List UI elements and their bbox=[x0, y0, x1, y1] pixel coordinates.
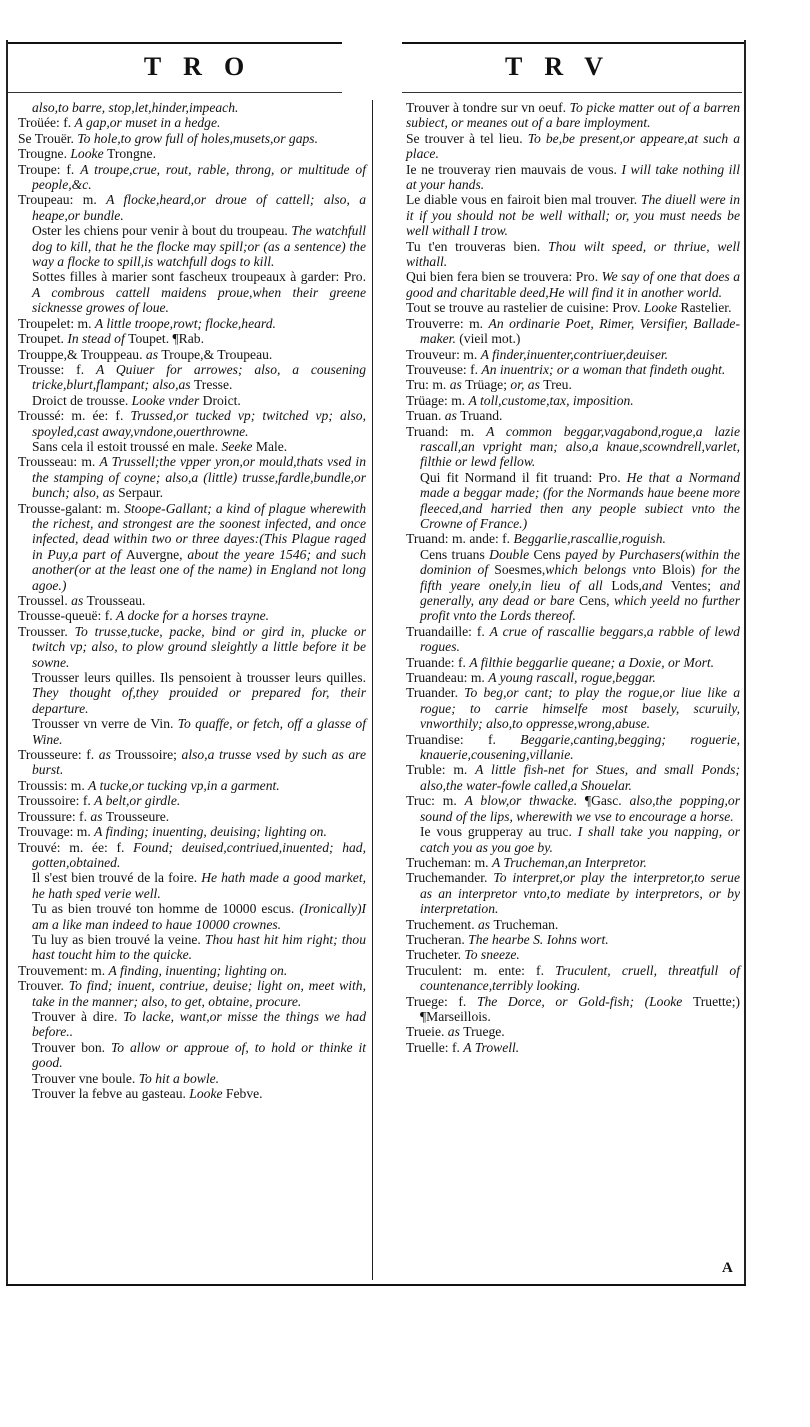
english-gloss: To lacke, want,or misse the things we had before.. bbox=[32, 1008, 366, 1040]
french-text: Trouver la febve au gasteau. bbox=[32, 1086, 190, 1101]
english-gloss: I will take nothing ill at your hands. bbox=[406, 161, 740, 193]
dictionary-entry bbox=[406, 131, 740, 162]
french-text: Cens, bbox=[578, 593, 615, 608]
english-gloss: Thou hast hit him right; thou hast toucht him to the quicke. bbox=[32, 931, 366, 963]
signature-mark: A bbox=[722, 1260, 733, 1276]
french-text: Troüée: f. bbox=[18, 115, 75, 131]
french-text: Sans cela il estoit troussé en male. bbox=[32, 438, 222, 454]
dictionary-entry bbox=[18, 840, 366, 871]
english-gloss: or, as bbox=[510, 377, 544, 393]
english-gloss: To picke matter out of a barren subiect, or meanes out of a bare imployment. bbox=[406, 100, 740, 131]
french-text: Se Trouër. bbox=[18, 130, 78, 146]
english-gloss: They thought of,they prouided or prepared for, their departure. bbox=[32, 685, 366, 716]
dictionary-entry bbox=[18, 809, 366, 824]
french-text: Trucheran. bbox=[406, 931, 469, 947]
french-text: Blois) bbox=[661, 562, 702, 578]
dictionary-entry bbox=[406, 300, 740, 315]
english-gloss: To allow or approue of, to hold or thinke it good. bbox=[32, 1039, 366, 1071]
english-gloss: In stead of bbox=[67, 331, 129, 347]
french-text: Trouver à tondre sur vn oeuf. bbox=[406, 100, 570, 115]
header-top-rule-left bbox=[8, 42, 342, 44]
header-bottom-rule-left bbox=[8, 92, 342, 93]
french-text: Qui bien fera bien se trouvera: Pro. bbox=[406, 269, 602, 285]
french-text: Troupe: f. bbox=[18, 161, 81, 177]
dictionary-subentry bbox=[18, 670, 366, 716]
french-text: Trüage: m. bbox=[406, 392, 469, 408]
dictionary-subentry bbox=[18, 1040, 366, 1071]
french-text: Trouverre: m. bbox=[406, 315, 489, 331]
dictionary-subentry bbox=[18, 269, 366, 315]
english-gloss: A combrous cattell maidens proue,when their greene sicknesse growes of loue. bbox=[32, 284, 366, 316]
dictionary-subentry bbox=[18, 1071, 366, 1086]
french-text: Droict. bbox=[202, 392, 241, 408]
french-text: Troussoire; bbox=[115, 747, 182, 763]
english-gloss: Trussed,or tucked vp; twitched vp; also, spoyled,cast away,vndone,ouerthrowne. bbox=[32, 408, 367, 439]
french-text: Truand: m. bbox=[406, 423, 487, 439]
french-text: Troussel. bbox=[18, 593, 72, 608]
french-text: Truble: m. bbox=[406, 762, 476, 778]
french-text: Truculent: m. ente: f. bbox=[406, 962, 556, 978]
english-gloss: To hole,to grow full of holes,musets,or gaps. bbox=[77, 130, 318, 146]
right-column-heading: TRV bbox=[505, 52, 625, 81]
english-gloss: Beggarie,canting,begging; roguerie, knauerie,cousening,villanie. bbox=[420, 731, 740, 763]
french-text: Truege. bbox=[463, 1024, 505, 1040]
english-gloss: A Trucheman,an Interpretor. bbox=[491, 854, 647, 870]
french-text: Cens bbox=[533, 546, 566, 562]
english-gloss: The diuell were in it if you should not be well withall; or, you must needs be well withall I trow. bbox=[406, 192, 740, 239]
english-gloss: A belt,or girdle. bbox=[94, 793, 181, 809]
french-text: Truette;) ¶Marseillois. bbox=[420, 993, 741, 1024]
dictionary-entry bbox=[18, 978, 366, 1009]
dictionary-entry bbox=[18, 162, 366, 193]
french-text: Il s'est bien trouvé de la foire. bbox=[32, 870, 202, 886]
english-gloss: Truculent, cruell, threatfull of countenance,terribly looking. bbox=[420, 962, 740, 994]
english-gloss: Looke bbox=[189, 1086, 226, 1101]
page-bottom-rule bbox=[6, 1284, 746, 1286]
dictionary-entry bbox=[18, 316, 366, 331]
french-text: Tout se trouve au rastelier de cuisine: Prov. bbox=[406, 300, 644, 316]
english-gloss: A finding, inuenting; lighting on. bbox=[108, 962, 288, 978]
dictionary-subentry bbox=[18, 393, 366, 408]
english-gloss: A blow,or thwacke. bbox=[464, 793, 585, 809]
dictionary-entry bbox=[18, 624, 366, 670]
french-text: Troupet. bbox=[18, 331, 68, 347]
dictionary-entry bbox=[406, 670, 740, 685]
french-text: Qui fit Normand il fit truand: Pro. bbox=[420, 469, 627, 485]
english-gloss: A little fish-net for Stues, and small Ponds; also,the water-fowle called,a Shouelar. bbox=[420, 762, 740, 793]
dictionary-entry bbox=[406, 870, 740, 916]
dictionary-subentry bbox=[18, 932, 366, 963]
english-gloss: A crue of rascallie beggars,a rabble of lewd rogues. bbox=[420, 623, 740, 655]
dictionary-entry bbox=[18, 501, 366, 593]
french-text: Trouver vne boule. bbox=[32, 1070, 139, 1086]
french-text: Troussure: f. bbox=[18, 808, 91, 824]
english-gloss: An ordinarie Poet, Rimer, Versifier, Ballade-maker. bbox=[420, 315, 740, 347]
dictionary-entry bbox=[18, 824, 366, 839]
dictionary-entry bbox=[406, 316, 740, 347]
english-gloss: To trusse,tucke, packe, bind or gird in, plucke or twitch vp; also, to plow ground sleightly a little before it be sowne. bbox=[32, 623, 367, 670]
dictionary-entry bbox=[406, 408, 740, 423]
dictionary-entry bbox=[406, 531, 740, 546]
dictionary-entry bbox=[406, 239, 740, 270]
english-gloss: A Trussell;the vpper yron,or mould,thats vsed in the stamping of coyne; also,a (little) trusse,fardle,bundle,or bunch; also, as bbox=[32, 454, 367, 501]
french-text: Troupelet: m. bbox=[18, 315, 95, 331]
english-gloss: as bbox=[98, 747, 116, 763]
english-gloss: Seeke bbox=[221, 438, 256, 454]
dictionary-entry bbox=[406, 424, 740, 470]
dictionary-entry bbox=[406, 685, 740, 731]
french-text: Tresse. bbox=[193, 377, 233, 393]
french-text: Truc: m. bbox=[406, 793, 465, 809]
english-gloss: which yeeld no further profit vnto the Lords thereof. bbox=[420, 593, 741, 624]
english-gloss: An inuentrix; or a woman that findeth ought. bbox=[481, 361, 726, 377]
french-text: Droict de trousse. bbox=[32, 392, 132, 408]
french-text: Toupet. ¶Rab. bbox=[128, 331, 204, 347]
english-gloss: Thou wilt speed, or thriue, well withall. bbox=[406, 238, 740, 270]
french-text: Sottes filles à marier sont fascheux troupeaux à garder: Pro. bbox=[32, 269, 366, 285]
english-gloss: as bbox=[447, 1024, 464, 1040]
french-text: Trüage; bbox=[465, 377, 511, 393]
french-text: Auvergne, bbox=[125, 546, 183, 562]
dictionary-entry bbox=[18, 131, 366, 146]
french-text: Trouvement: m. bbox=[18, 962, 109, 978]
english-gloss: A Quiuer for arrowes; also, a cousening tricke,blurt,flampant; also,as bbox=[32, 361, 366, 393]
english-gloss: Stoope-Gallant; a kind of plague wherewith the richest, and strongest are the soonest infected, and once infected, dead within two or three dayes:(This Plague raged in Puy,a part of bbox=[32, 500, 366, 562]
english-gloss: To find; inuent, contriue, deuise; light on, meet with, take in the manner; also, to get, obtaine, procure. bbox=[32, 978, 366, 1009]
french-text: Troupeau: m. bbox=[18, 192, 107, 208]
french-text: Trousser vn verre de Vin. bbox=[32, 716, 178, 732]
french-text: Ventes; bbox=[670, 577, 720, 593]
english-gloss: The Dorce, or Gold-fish; (Looke bbox=[476, 993, 693, 1009]
dictionary-entry bbox=[18, 408, 366, 439]
english-gloss: A toll,custome,tax, imposition. bbox=[468, 392, 634, 408]
dictionary-entry bbox=[18, 793, 366, 808]
left-column-heading: TRO bbox=[143, 52, 267, 81]
english-gloss: A filthie beggarlie queane; a Doxie, or Mort. bbox=[469, 654, 715, 670]
english-gloss: payed by Purchasers(within the dominion of bbox=[420, 546, 741, 578]
dictionary-subentry bbox=[18, 1009, 366, 1040]
english-gloss: A troupe,crue, rout, rable, throng, or multitude of people,&c. bbox=[32, 161, 367, 193]
dictionary-entry bbox=[406, 347, 740, 362]
dictionary-entry bbox=[18, 100, 366, 115]
dictionary-entry bbox=[406, 269, 740, 300]
french-text: Tu luy as bien trouvé la veine. bbox=[32, 931, 205, 947]
english-gloss: A gap,or muset in a hedge. bbox=[74, 115, 221, 131]
dictionary-entry bbox=[406, 855, 740, 870]
english-gloss: He hath made a good market, he hath sped verie well. bbox=[32, 870, 367, 901]
english-gloss: Double bbox=[489, 546, 534, 562]
french-text: Ie ne trouveray rien mauvais de vous. bbox=[406, 161, 622, 177]
english-gloss: To hit a bowle. bbox=[138, 1070, 220, 1086]
french-text: Trouver à dire. bbox=[32, 1008, 124, 1024]
french-text: Truand. bbox=[460, 408, 503, 424]
french-text: Truan. bbox=[406, 408, 445, 424]
dictionary-entry bbox=[18, 331, 366, 346]
english-gloss: for the fifth yeare onely,in lieu of all bbox=[420, 562, 741, 593]
french-text: Trouppe,& Trouppeau. bbox=[18, 346, 146, 362]
french-text: Trucheman. bbox=[493, 916, 559, 932]
dictionary-entry bbox=[18, 115, 366, 130]
french-text: Tu t'en trouveras bien. bbox=[406, 238, 549, 254]
english-gloss: To quaffe, or fetch, off a glasse of Wine. bbox=[32, 716, 366, 747]
french-text: Trucheter. bbox=[406, 947, 465, 963]
french-text: Lods, bbox=[611, 577, 642, 593]
english-gloss: The hearbe S. Iohns wort. bbox=[468, 931, 609, 947]
dictionary-subentry bbox=[18, 223, 366, 269]
english-gloss: A flocke,heard,or droue of cattell; also, a heape,or bundle. bbox=[32, 192, 367, 223]
french-text: Truand: m. ande: f. bbox=[406, 531, 514, 547]
english-gloss: as bbox=[71, 593, 87, 608]
french-text: Trousser. bbox=[18, 623, 75, 639]
french-text: Le diable vous en fairoit bien mal trouver. bbox=[406, 192, 641, 208]
page-border-left bbox=[6, 40, 8, 1285]
french-text: Trousseure. bbox=[105, 808, 170, 824]
dictionary-entry bbox=[406, 1040, 740, 1055]
french-text: Trouver. bbox=[18, 978, 69, 994]
english-gloss: also,the popping,or sound of the lips, wherewith we vse to encourage a horse. bbox=[420, 793, 740, 824]
english-gloss: To beg,or cant; to play the rogue,or liue like a rogue; to carrie himselfe most basely, scuruily, vnworthily; also,to oppresse,wrong,abuse. bbox=[420, 685, 740, 732]
french-text: Truege: f. bbox=[406, 993, 477, 1009]
dictionary-entry bbox=[406, 100, 740, 131]
english-gloss: To be,be present,or appeare,at such a place. bbox=[406, 130, 741, 162]
english-gloss: A finding; inuenting, deuising; lighting on. bbox=[94, 824, 327, 840]
english-gloss: (Ironically)I am a like man indeed to haue 10000 crownes. bbox=[32, 901, 366, 932]
french-text: Male. bbox=[255, 438, 288, 454]
english-gloss: as bbox=[449, 377, 466, 393]
dictionary-entry bbox=[406, 393, 740, 408]
french-text: Truandaille: f. bbox=[406, 623, 490, 639]
dictionary-subentry bbox=[18, 439, 366, 454]
english-gloss: To sneeze. bbox=[464, 947, 520, 963]
dictionary-entry bbox=[406, 162, 740, 193]
french-text: Treu. bbox=[543, 377, 572, 393]
french-text: Ie vous grupperay au truc. bbox=[420, 824, 578, 840]
french-text: Truandeau: m. bbox=[406, 670, 489, 686]
dictionary-entry bbox=[18, 362, 366, 393]
french-text: Trousse-galant: m. bbox=[18, 500, 125, 516]
dictionary-entry bbox=[406, 655, 740, 670]
dictionary-entry bbox=[406, 994, 740, 1025]
dictionary-entry bbox=[406, 377, 740, 392]
left-column bbox=[18, 100, 366, 1101]
dictionary-subentry bbox=[18, 716, 366, 747]
french-text: Trousseau. bbox=[86, 593, 146, 608]
english-gloss: A little troope,rowt; flocke,heard. bbox=[94, 315, 276, 331]
english-gloss: A tucke,or tucking vp,in a garment. bbox=[88, 777, 280, 793]
english-gloss: Looke bbox=[643, 300, 681, 316]
dictionary-entry bbox=[406, 762, 740, 793]
english-gloss: Looke bbox=[70, 146, 107, 162]
dictionary-subentry bbox=[406, 470, 740, 532]
english-gloss: A docke for a horses trayne. bbox=[116, 608, 270, 624]
english-gloss: about the yeare 1546; and such another(or at the least one of the name) in England not long agoe.) bbox=[32, 546, 366, 593]
dictionary-entry bbox=[406, 192, 740, 238]
dictionary-subentry bbox=[406, 547, 740, 624]
dictionary-entry bbox=[18, 747, 366, 778]
header-bottom-rule-right bbox=[402, 92, 742, 93]
french-text: Tu as bien trouvé ton homme de 10000 escus. bbox=[32, 901, 300, 917]
english-gloss: which belongs vnto bbox=[545, 562, 662, 578]
dictionary-entry bbox=[18, 608, 366, 623]
french-text: Oster les chiens pour venir à bout du troupeau. bbox=[32, 223, 292, 239]
dictionary-entry bbox=[406, 732, 740, 763]
french-text: Troussoire: f. bbox=[18, 793, 95, 809]
french-text: ¶Gasc. bbox=[584, 793, 630, 809]
english-gloss: A finder,inuenter,contriuer,deuiser. bbox=[480, 346, 669, 362]
french-text: Trousseure: f. bbox=[18, 747, 99, 763]
english-gloss: A common beggar,vagabond,rogue,a lazie rascall,an vpright man; also,a knaue,scowndrell,varlet, filthie or lewd fellow. bbox=[420, 423, 740, 470]
french-text: Trouvé: m. ée: f. bbox=[18, 839, 134, 855]
dictionary-entry bbox=[406, 793, 740, 824]
french-text: Tru: m. bbox=[406, 377, 450, 393]
english-gloss: Found; deuised,contriued,inuented; had, gotten,obtained. bbox=[32, 839, 367, 870]
french-text: Se trouver à tel lieu. bbox=[406, 130, 528, 146]
dictionary-entry bbox=[18, 778, 366, 793]
dictionary-subentry bbox=[18, 870, 366, 901]
dictionary-entry bbox=[18, 146, 366, 161]
french-text: Rastelier. bbox=[680, 300, 732, 316]
french-text: Truchement. bbox=[406, 916, 478, 932]
french-text: Trouveur: m. bbox=[406, 346, 481, 362]
french-text: Soesmes, bbox=[494, 562, 546, 578]
dictionary-entry bbox=[406, 932, 740, 947]
english-gloss: Looke vnder bbox=[131, 392, 203, 408]
english-gloss: as bbox=[444, 408, 461, 424]
english-gloss: also,a trusse vsed by such as are burst. bbox=[32, 747, 366, 778]
page-border-right bbox=[744, 40, 746, 1285]
right-column bbox=[406, 100, 740, 1055]
french-text: Truchemander. bbox=[406, 870, 494, 886]
dictionary-entry bbox=[406, 624, 740, 655]
french-text: Serpaur. bbox=[118, 485, 164, 501]
column-divider bbox=[372, 100, 373, 1280]
english-gloss: A Trowell. bbox=[463, 1039, 520, 1055]
dictionary-entry bbox=[18, 454, 366, 500]
english-gloss: and bbox=[641, 577, 671, 593]
french-text: Troussis: m. bbox=[18, 777, 89, 793]
english-gloss: as bbox=[478, 916, 494, 932]
dictionary-entry bbox=[18, 192, 366, 223]
french-text: Trouveuse: f. bbox=[406, 361, 482, 377]
english-gloss: A young rascall, rogue,beggar. bbox=[488, 670, 656, 686]
french-text: Trougne. bbox=[18, 146, 71, 162]
french-text: Trouver bon. bbox=[32, 1039, 111, 1055]
dictionary-subentry bbox=[18, 1086, 366, 1101]
french-text: Troupe,& Troupeau. bbox=[161, 346, 273, 362]
french-text: Trousse-queuë: f. bbox=[18, 608, 117, 624]
english-gloss: also,to barre, stop,let,hinder,impeach. bbox=[32, 100, 239, 115]
french-text: Trousseau: m. bbox=[18, 454, 100, 470]
english-gloss: I shall take you napping, or catch you as you goe by. bbox=[420, 824, 740, 855]
english-gloss: The watchfull dog to kill, that he the flocke may spill;or (as a sentence) the way a flocke to spill,is watchfull dogs to kill. bbox=[32, 223, 366, 270]
english-gloss: and generally, any dead or bare bbox=[420, 577, 740, 608]
french-text: Truande: f. bbox=[406, 654, 470, 670]
french-text: Trucheman: m. bbox=[406, 854, 492, 870]
dictionary-entry bbox=[18, 593, 366, 608]
english-gloss: He that a Normand made a beggar made; (for the Normands haue beene more fleeced,and harried then any people subiect vnto the Crowne of France.) bbox=[420, 469, 740, 531]
english-gloss: To interpret,or play the interpretor,to serue as an interpretor vnto,to mediate by interpretors, or by interpretation. bbox=[420, 870, 740, 917]
dictionary-entry bbox=[18, 347, 366, 362]
header-top-rule-right bbox=[402, 42, 744, 44]
dictionary-entry bbox=[406, 362, 740, 377]
english-gloss: as bbox=[90, 808, 106, 824]
dictionary-entry bbox=[406, 963, 740, 994]
english-gloss: as bbox=[145, 346, 162, 362]
french-text: Truander. bbox=[406, 685, 465, 701]
dictionary-entry bbox=[18, 963, 366, 978]
french-text: Trueie. bbox=[406, 1024, 448, 1040]
english-gloss: We say of one that does a good and charitable deed,He will find it in another world. bbox=[406, 269, 740, 300]
dictionary-subentry bbox=[406, 824, 740, 855]
french-text: Troussé: m. ée: f. bbox=[18, 408, 131, 424]
dictionary-subentry bbox=[18, 901, 366, 932]
dictionary-entry bbox=[406, 1024, 740, 1039]
dictionary-entry bbox=[406, 947, 740, 962]
french-text: Cens truans bbox=[420, 546, 490, 562]
french-text: (vieil mot.) bbox=[459, 331, 521, 347]
french-text: Trouvage: m. bbox=[18, 824, 95, 840]
french-text: Truandise: f. bbox=[406, 731, 521, 747]
english-gloss: Beggarlie,rascallie,roguish. bbox=[513, 531, 666, 547]
french-text: Truelle: f. bbox=[406, 1039, 464, 1055]
dictionary-entry bbox=[406, 917, 740, 932]
french-text: Febve. bbox=[225, 1086, 263, 1101]
french-text: Trousser leurs quilles. Ils pensoient à trousser leurs quilles. bbox=[32, 670, 366, 686]
french-text: Trongne. bbox=[107, 146, 156, 162]
french-text: Trousse: f. bbox=[18, 361, 96, 377]
